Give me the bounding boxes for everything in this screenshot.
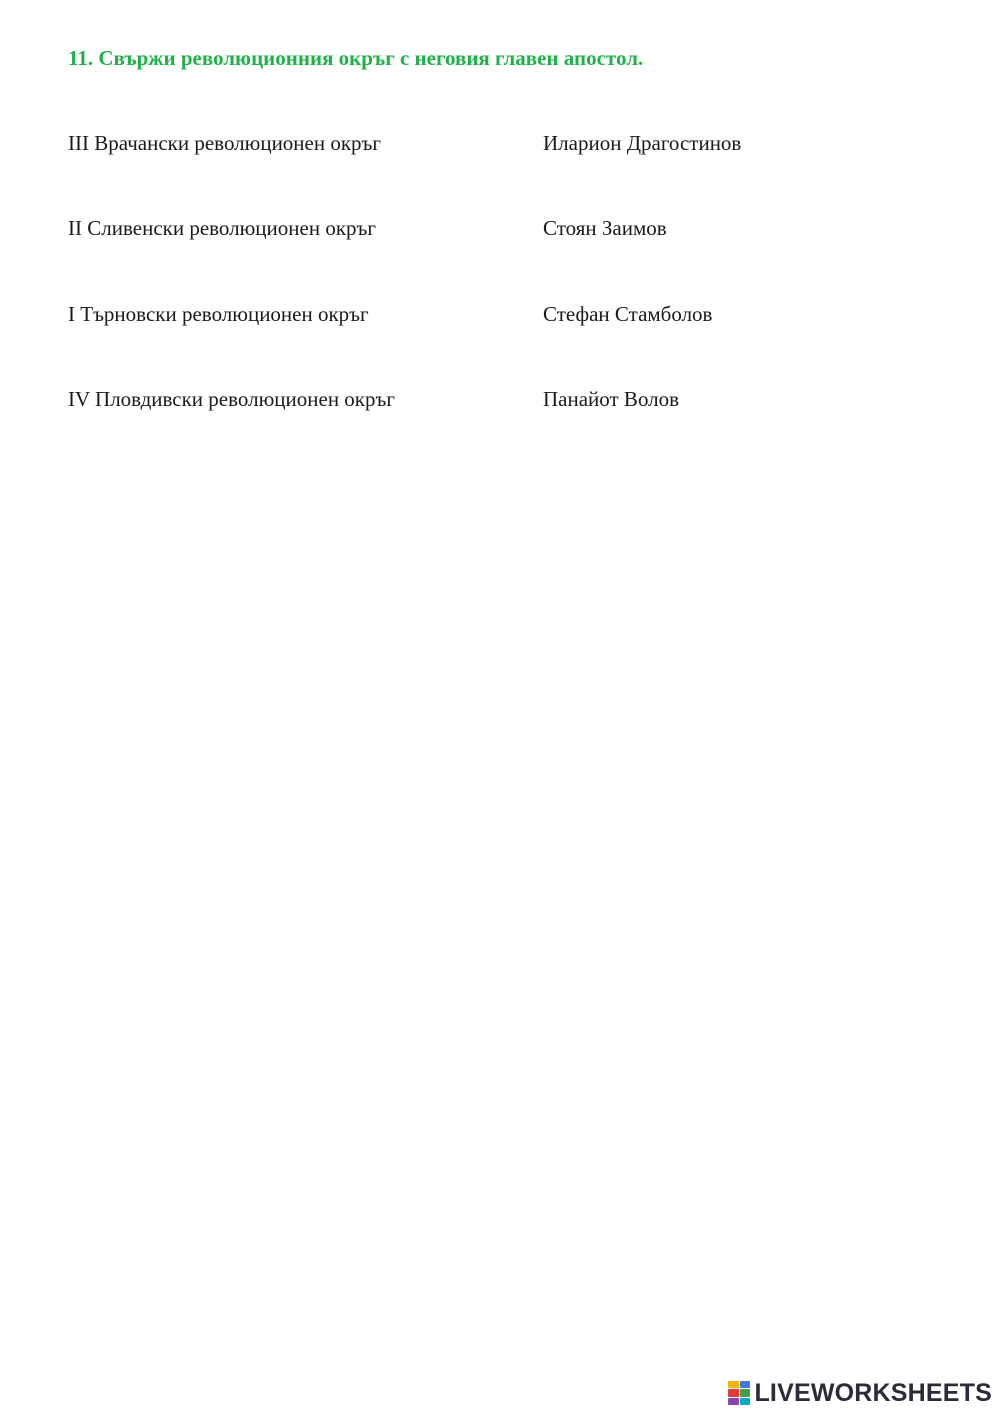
- match-row: [68, 216, 928, 246]
- district-item[interactable]: I Търновски революционен окръг: [68, 302, 369, 326]
- match-row: [68, 131, 928, 161]
- logo-block: [728, 1381, 739, 1388]
- question-title: 11. Свържи революционния окръг с неговия главен апостол.: [68, 46, 644, 70]
- district-item[interactable]: III Врачански революционен окръг: [68, 131, 382, 155]
- district-item[interactable]: II Сливенски революционен окръг: [68, 216, 377, 240]
- logo-block: [728, 1389, 739, 1396]
- brand-name: LIVEWORKSHEETS: [754, 1379, 992, 1407]
- match-row: [68, 302, 928, 332]
- district-item[interactable]: IV Пловдивски революционен окръг: [68, 387, 395, 411]
- logo-block: [740, 1381, 751, 1388]
- logo-block: [728, 1398, 739, 1405]
- match-row: [68, 387, 928, 417]
- apostle-item[interactable]: Стоян Заимов: [543, 216, 667, 240]
- logo-block: [740, 1389, 751, 1396]
- apostle-item[interactable]: Панайот Волов: [543, 387, 680, 411]
- liveworksheets-brand: [728, 1380, 992, 1406]
- logo-block: [740, 1398, 751, 1405]
- liveworksheets-logo-icon: [728, 1381, 750, 1405]
- apostle-item[interactable]: Иларион Драгостинов: [543, 131, 742, 155]
- apostle-item[interactable]: Стефан Стамболов: [543, 302, 713, 326]
